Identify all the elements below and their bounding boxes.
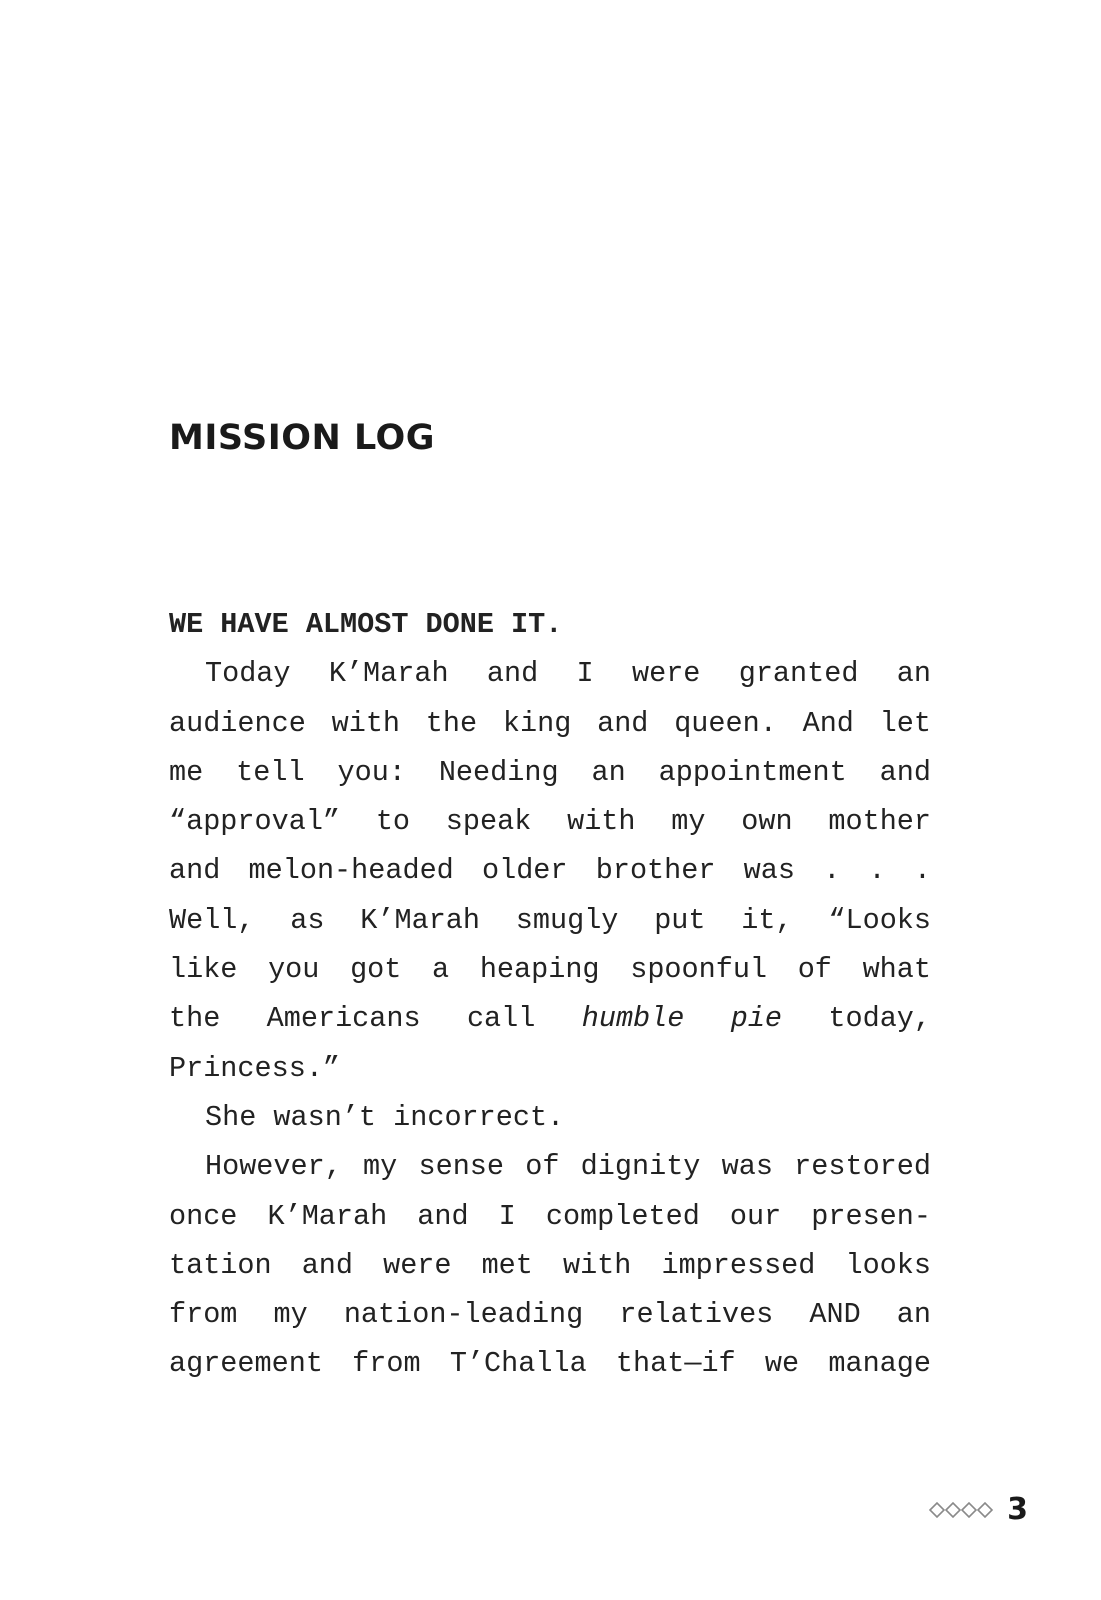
opening-line: WE HAVE ALMOST DONE IT. <box>169 608 563 641</box>
text-line: However, my sense of dignity was restored <box>205 1150 931 1184</box>
text-line: Princess.” <box>169 1051 341 1085</box>
text-line: and melon-headed older brother was . . . <box>169 854 931 888</box>
text-line: me tell you: Needing an appointment and <box>169 755 931 789</box>
text-line: “approval” to speak with my own mother <box>169 805 931 839</box>
body-text <box>169 600 931 1389</box>
text-line: tation and were met with impressed looks <box>169 1248 931 1282</box>
text-line: Well, as K’Marah smugly put it, “Looks <box>169 903 931 937</box>
text-line: like you got a heaping spoonful of what <box>169 953 931 987</box>
chapter-heading: MISSION LOG <box>169 418 435 458</box>
italic-phrase: humble pie <box>581 1002 783 1036</box>
text-line: agreement from T’Challa that—if we manage <box>169 1347 931 1381</box>
text-line: audience with the king and queen. And let <box>169 706 931 740</box>
text-line: Today K’Marah and I were granted an <box>205 657 931 691</box>
text-line: from my nation-leading relatives AND an <box>169 1298 931 1332</box>
page-number: 3 <box>1007 1492 1028 1527</box>
italic-line-before: the Americans call <box>169 1002 582 1036</box>
text-line: She wasn’t incorrect. <box>205 1100 565 1134</box>
page-footer <box>929 1492 1028 1527</box>
text-line: once K’Marah and I completed our presen- <box>169 1199 931 1233</box>
diamond-chain-ornament-icon <box>929 1502 995 1518</box>
text-line-with-italic <box>169 994 931 1043</box>
italic-line-after: today, <box>782 1002 932 1036</box>
